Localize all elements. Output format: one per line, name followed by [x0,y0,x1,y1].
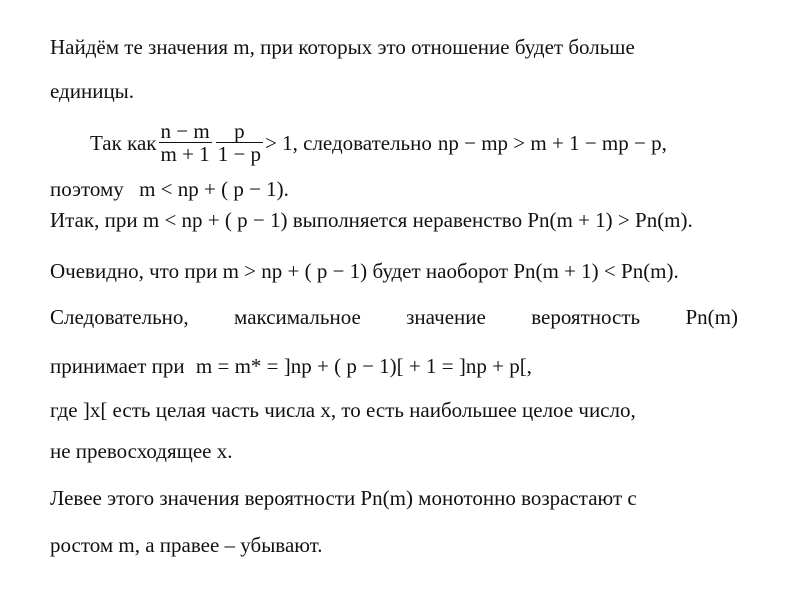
text-fragment: поэтому [50,177,124,201]
text-fragment: будет наоборот [372,259,509,283]
formula-line [50,207,693,233]
formula-expression: m = m* = ]np + ( p − 1)[ + 1 = ]np + p[, [195,354,532,378]
paragraph-line: Найдём те значения m, при которых это отношение будет больше [50,35,635,59]
word: значение [406,305,486,329]
text-fragment: Очевидно, что при [50,259,218,283]
formula-expression: m < np + ( p − 1) [142,208,288,232]
formula-expression: Pn(m + 1) < Pn(m). [513,259,679,283]
fraction-numerator: p [216,120,263,143]
text-fragment: Так как [90,130,157,155]
paragraph-line: не превосходящее x. [50,439,233,463]
formula-expression: Pn(m + 1) > Pn(m). [527,208,693,232]
text-fragment: выполняется неравенство [292,208,523,232]
paragraph-line: единицы. [50,79,135,103]
formula-line [50,176,289,202]
text-fragment: принимает при [50,354,185,378]
word: вероятность [531,305,641,329]
fraction [159,120,212,165]
word: Следовательно, [50,305,189,329]
formula-expression: m > np + ( p − 1) [222,259,368,283]
justified-line [50,304,738,330]
formula-line [50,353,532,379]
paragraph-line: Левее этого значения вероятности Pn(m) монотонно возрастают с [50,486,637,510]
text-fragment: > 1, следовательно [265,130,432,155]
word: максимальное [234,305,361,329]
fraction-denominator: m + 1 [160,142,210,166]
formula-expression: m < np + ( p − 1). [139,177,289,201]
formula-expression: np − mp > m + 1 − mp − p, [437,130,667,155]
paragraph-line: где ]x[ есть целая часть числа x, то есть наибольшее целое число, [50,398,636,422]
fraction-numerator: n − m [160,119,210,143]
fraction-denominator: 1 − p [217,142,262,166]
formula-line [50,258,679,284]
formula-expression: Pn(m) [685,305,738,329]
formula-line [90,120,667,165]
fraction [216,120,263,165]
paragraph-line: ростом m, а правее – убывают. [50,533,323,557]
text-fragment: Итак, при [50,208,138,232]
